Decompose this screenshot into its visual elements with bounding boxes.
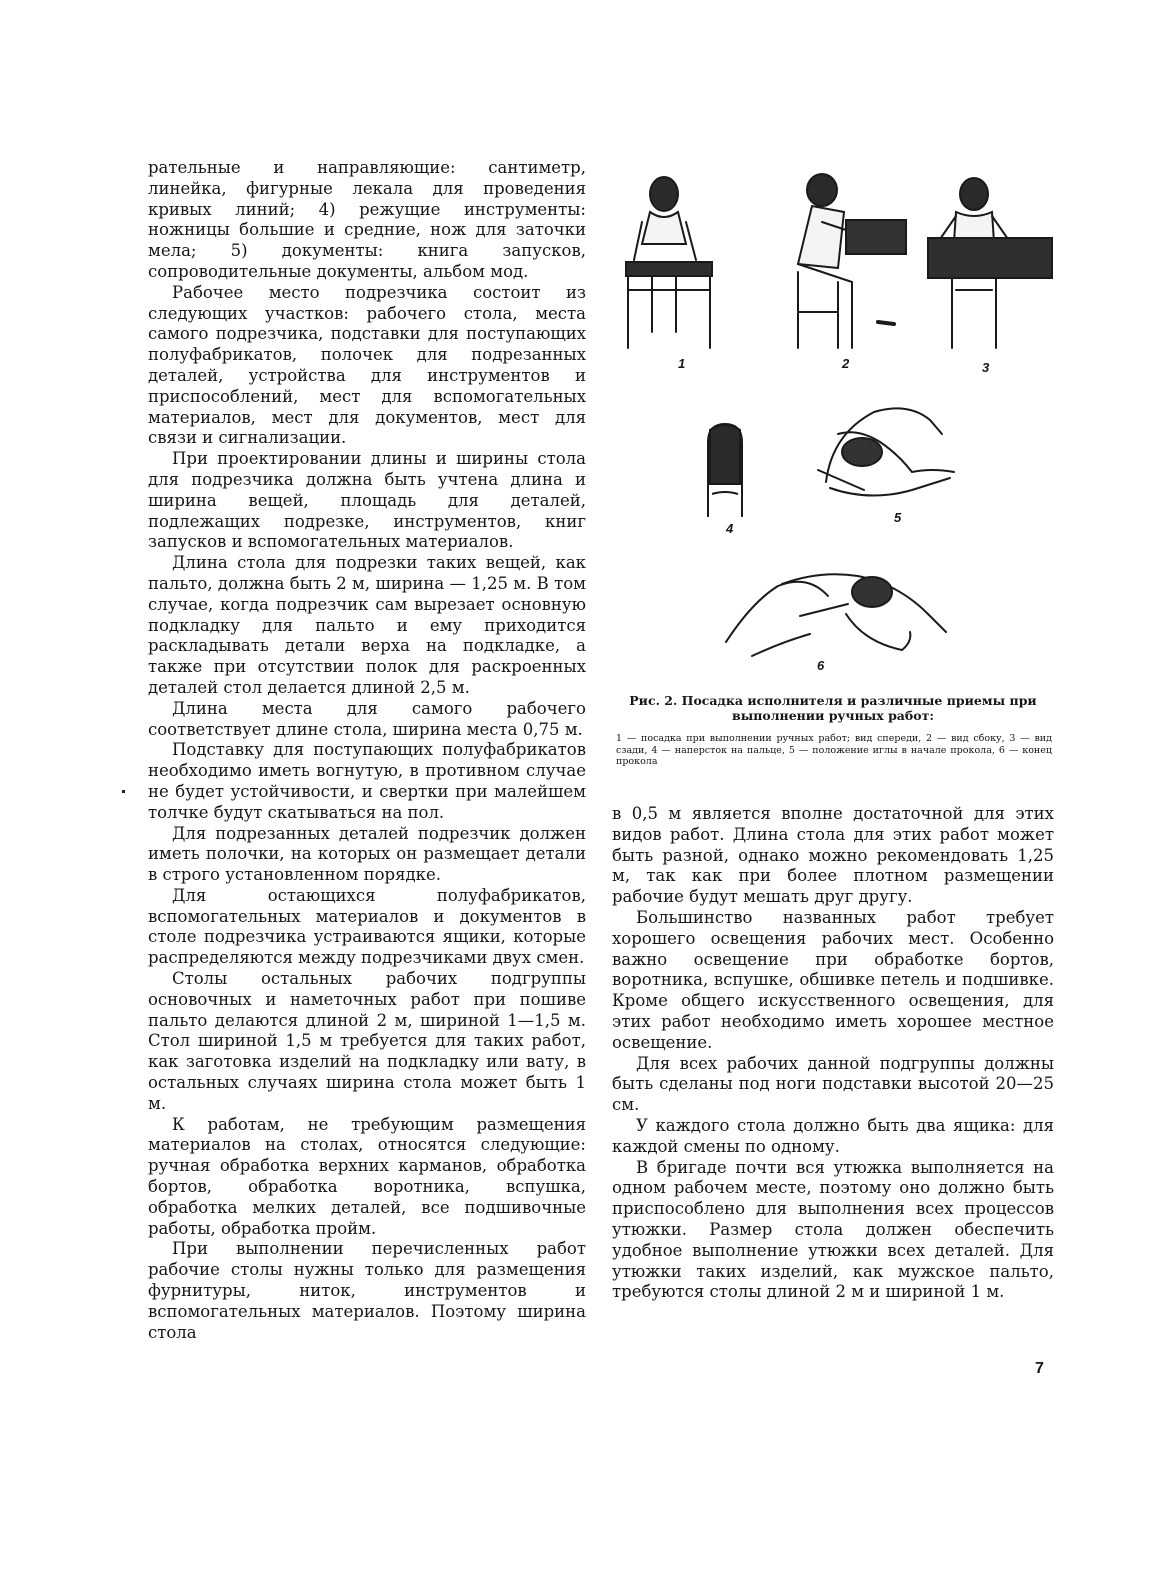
figure-label: 2 — [842, 356, 850, 371]
paragraph: Для остающихся полуфабрикатов, вспомогательных материалов и документов в столе подрезчика устраиваются ящики, которые распределяются между подрезчиками двух смен. — [148, 885, 586, 968]
paragraph: При проектировании длины и ширины стола для подрезчика должна быть учтена длина и ширина вещей, площадь для деталей, подлежащих подрезке, инструментов, книг запусков и вспомогательных материалов. — [148, 449, 586, 552]
figure-drawings — [612, 172, 1054, 684]
figure-caption-title: Рис. 2. Посадка исполнителя и различные приемы при выполнении ручных работ: — [629, 693, 1037, 723]
right-text-column — [612, 804, 1054, 1303]
paragraph: К работам, не требующим размещения материалов на столах, относятся следующие: ручная обработка верхних карманов, обработка бортов, обработка воротника, вспушка, обработка мелких деталей, все подшивочные работы, обработка пройм. — [148, 1114, 586, 1238]
needle-end-drawing — [726, 574, 946, 656]
paragraph: У каждого стола должно быть два ящика: для каждой смены по одному. — [612, 1115, 1054, 1156]
thimble-drawing — [708, 424, 742, 517]
paragraph: рательные и направляющие: сантиметр, линейка, фигурные лекала для проведения кривых линий; 4) режущие инструменты: ножницы большие и средние, нож для заточки мела; 5) документы: книга запусков, сопроводительные документы, альбом мод. — [148, 158, 586, 281]
scan-speck — [122, 790, 125, 793]
paragraph: Подставку для поступающих полуфабрикатов необходимо иметь вогнутую, в противном случае не будет устойчивости, и свертки при малейшем толчке будут скатываться на пол. — [148, 740, 586, 822]
figure-2-illustration — [612, 172, 1054, 684]
paragraph: При выполнении перечисленных работ рабочие столы нужны только для размещения фурнитуры, ниток, инструментов и вспомогательных материалов. Поэтому ширина стола — [148, 1239, 586, 1342]
back-view-drawing — [928, 178, 1052, 348]
figure-label: 1 — [678, 356, 686, 371]
figure-label: 6 — [817, 658, 825, 673]
figure-label: 4 — [726, 521, 734, 536]
paragraph: В бригаде почти вся утюжка выполняется на одном рабочем месте, поэтому оно должно быть приспособлено для выполнения всех процессов утюжки. Размер стола должен обеспечить удобное выполнение утюжки всех деталей. Для утюжки таких изделий, как мужское пальто, требуются столы длиной 2 м и шириной 1 м. — [612, 1157, 1054, 1302]
paragraph: Для всех рабочих данной подгруппы должны быть сделаны под ноги подставки высотой 20—25 см. — [612, 1053, 1054, 1115]
side-view-drawing — [798, 174, 906, 348]
paragraph: Длина стола для подрезки таких вещей, как пальто, должна быть 2 м, ширина — 1,25 м. В том случае, когда подрезчик сам вырезает основную подкладку для пальто и ему приходится раскладывать детали верха на подкладке, а также при отсутствии полок для раскроенных деталей стол делается длиной 2,5 м. — [148, 553, 586, 697]
figure-caption-legend: 1 — посадка при выполнении ручных работ; вид спереди, 2 — вид сбоку, 3 — вид сзади, 4 — наперсток на пальце, 5 — положение иглы в начале прокола, 6 — конец прокола — [616, 733, 1052, 767]
figure-label: 5 — [894, 510, 902, 525]
paragraph: Рабочее место подрезчика состоит из следующих участков: рабочего стола, места самого подрезчика, подставки для поступающих полуфабрикатов, полочек для подрезанных деталей, устройства для инструментов и приспособлений, мест для вспомогательных материалов, мест для документов, мест для связи и сигнализации. — [148, 282, 586, 448]
figure-label: 3 — [982, 360, 990, 375]
needle-start-drawing — [818, 408, 954, 495]
paragraph: Большинство названных работ требует хорошего освещения рабочих мест. Особенно важно освещение при обработке бортов, воротника, вспушке, обшивке петель и подшивке. Кроме общего искусственного освещения, для этих работ необходимо иметь хорошее местное освещение. — [612, 907, 1054, 1052]
page-number: 7 — [1035, 1360, 1044, 1377]
paragraph: в 0,5 м является вполне достаточной для этих видов работ. Длина стола для этих работ может быть разной, однако можно рекомендовать 1,25 м, так как при более плотном размещении рабочие будут мешать друг другу. — [612, 804, 1054, 907]
paragraph: Столы остальных рабочих подгруппы основочных и наметочных работ при пошиве пальто делаются длиной 2 м, шириной 1—1,5 м. Стол шириной 1,5 м требуется для таких работ, как заготовка изделий на подкладку или вату, в остальных случаях ширина стола может быть 1 м. — [148, 969, 586, 1113]
front-view-drawing — [626, 177, 712, 348]
paragraph: Длина места для самого рабочего соответствует длине стола, ширина места 0,75 м. — [148, 698, 586, 739]
paragraph: Для подрезанных деталей подрезчик должен иметь полочки, на которых он размещает детали в строго установленном порядке. — [148, 823, 586, 885]
left-text-column — [148, 158, 586, 1343]
